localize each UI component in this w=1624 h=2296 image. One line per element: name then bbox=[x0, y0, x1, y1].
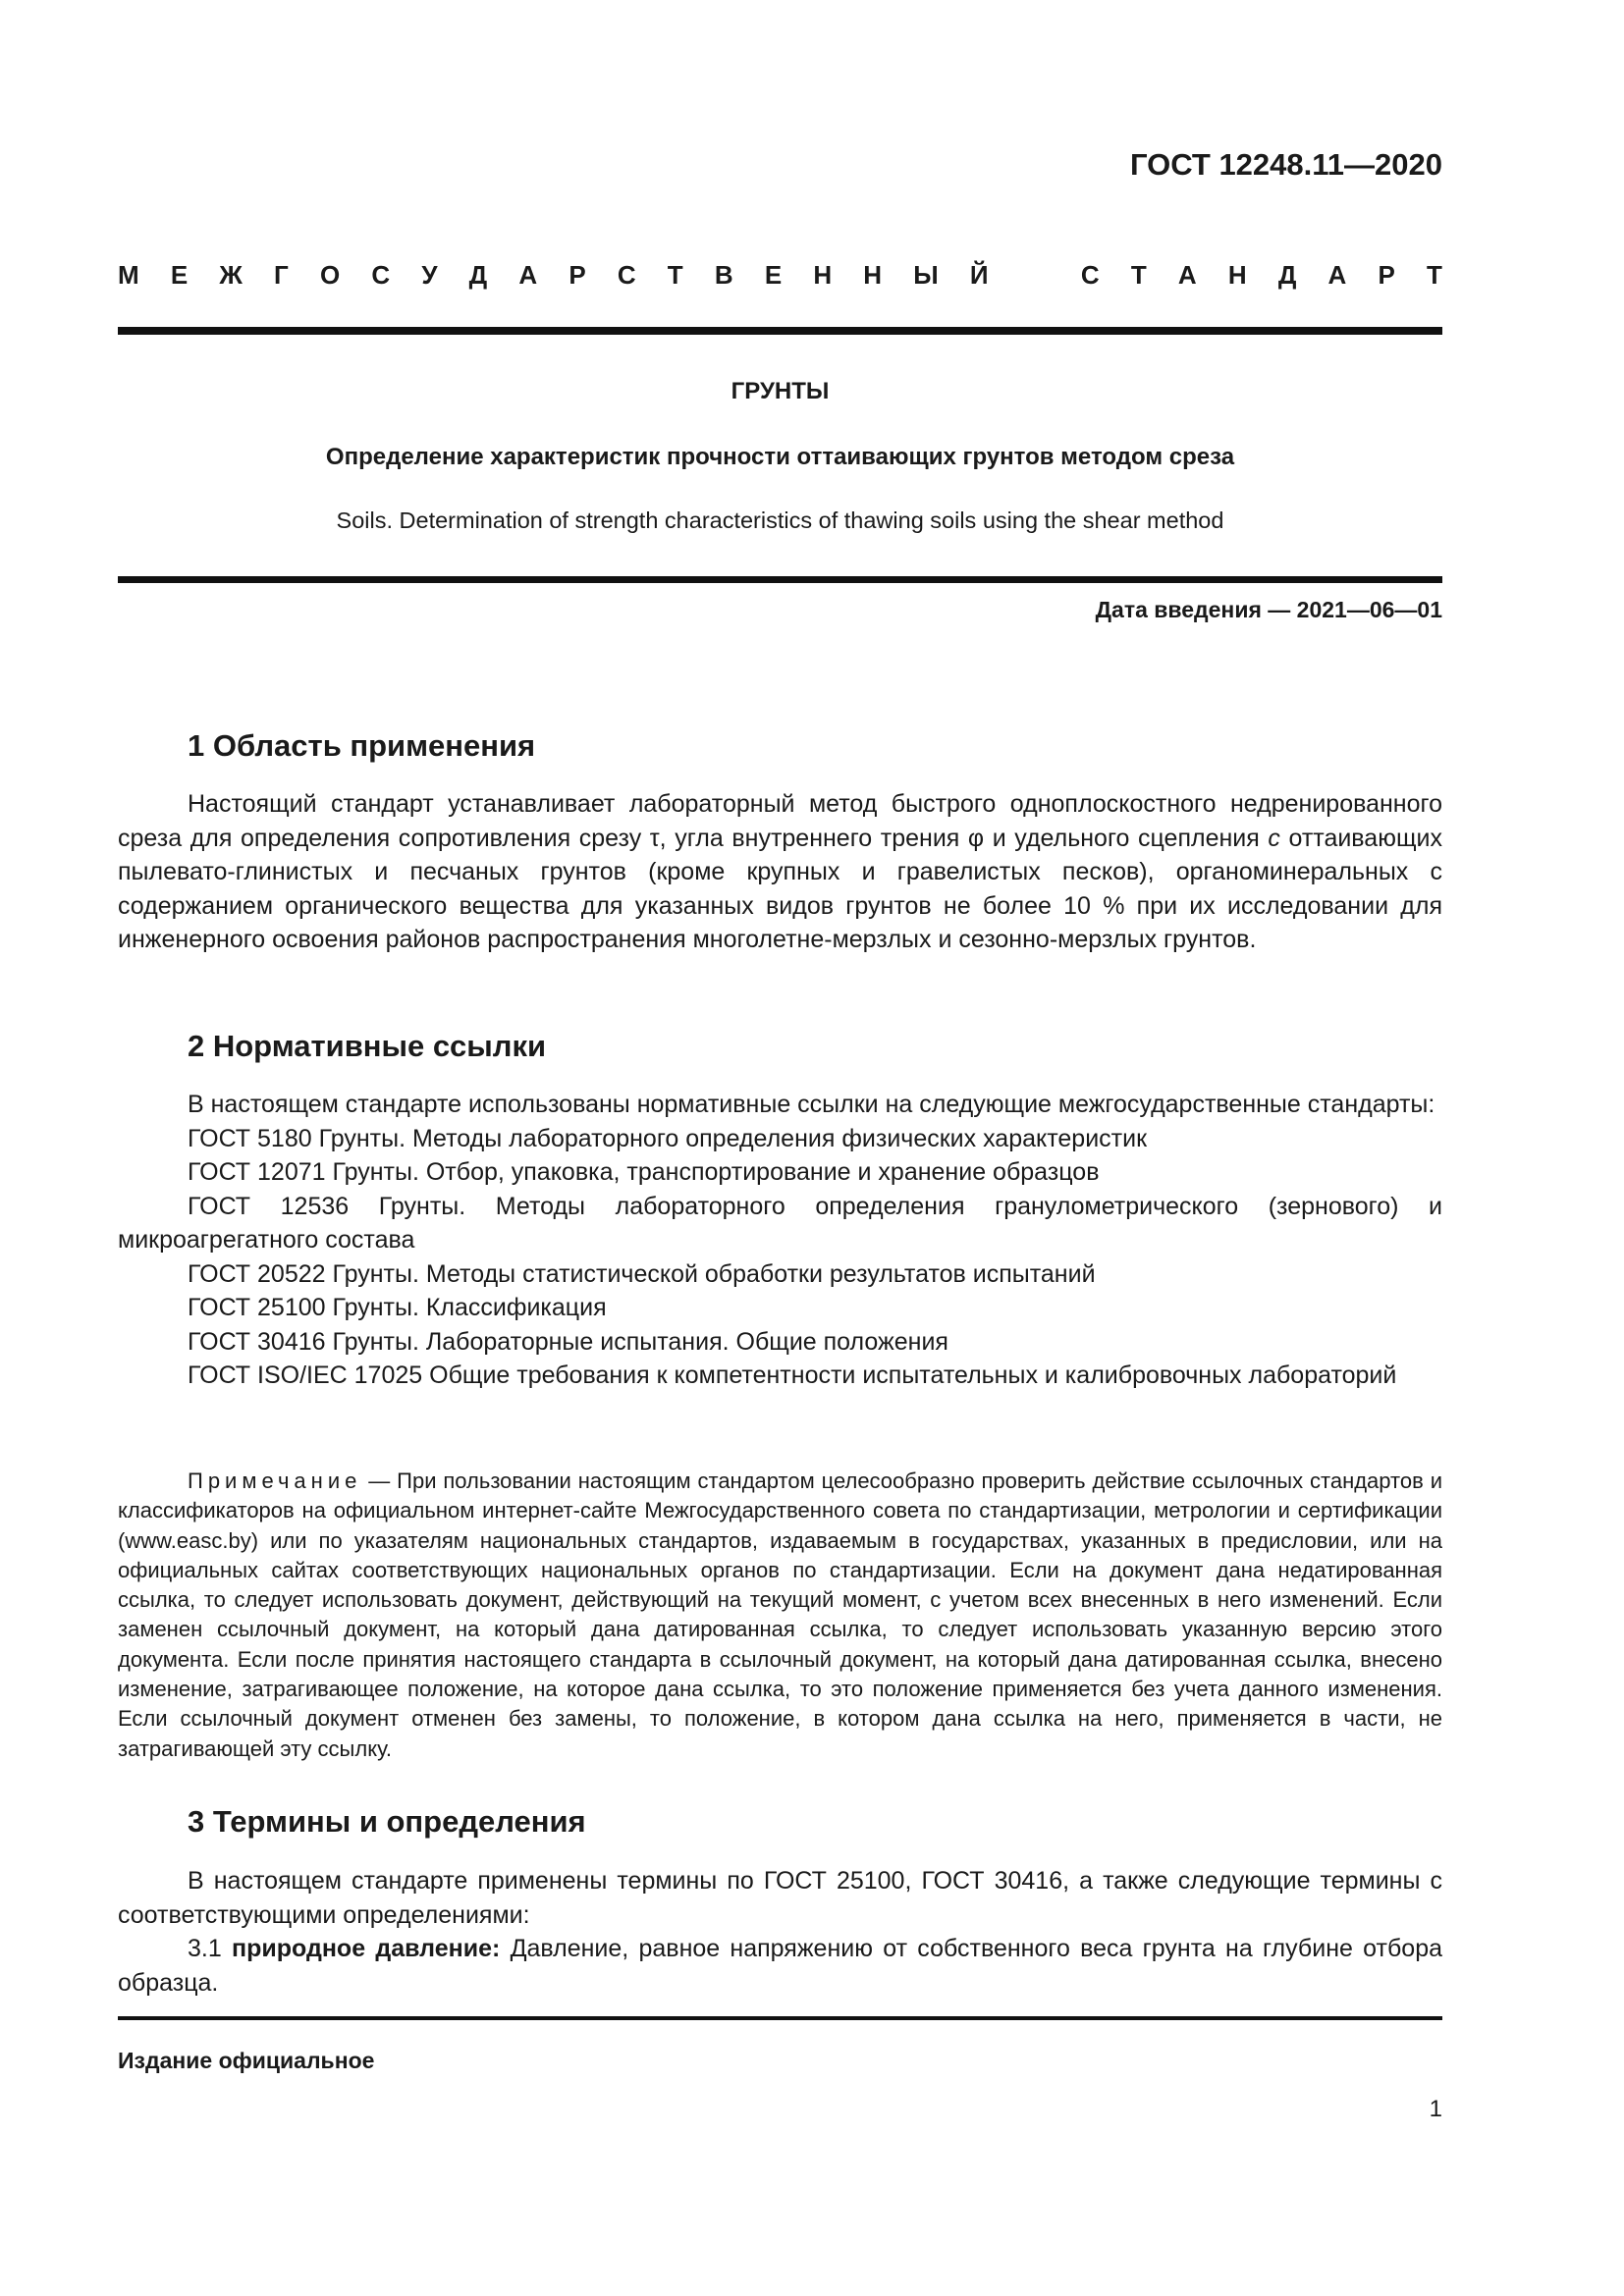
page-number: 1 bbox=[1429, 2096, 1442, 2122]
section-1-text-a: Настоящий стандарт устанавливает лабораторный метод быстрого одноплоскостного недренированного среза для определения сопротивления срезу τ, угла внутреннего трения φ и удельного сцепления bbox=[118, 790, 1442, 852]
reference-item: ГОСТ 12071 Грунты. Отбор, упаковка, транспортирование и хранение образцов bbox=[188, 1158, 1100, 1186]
footer-rule bbox=[118, 2016, 1442, 2020]
document-subtitle-en: Soils. Determination of strength characteristics of thawing soils using the shear method bbox=[336, 507, 1224, 533]
section-3-title: 3 Термины и определения bbox=[188, 1804, 586, 1839]
reference-item: ГОСТ 25100 Грунты. Классификация bbox=[188, 1294, 607, 1321]
standard-kind-letter: Т bbox=[1427, 260, 1442, 290]
reference-item: ГОСТ 12536 Грунты. Методы лабораторного определения гранулометрического (зернового) и микроагрегатного состава bbox=[118, 1192, 1442, 1254]
standard-kind-letter: Р bbox=[568, 260, 586, 290]
section-1-title: 1 Область применения bbox=[188, 728, 536, 763]
section-2-intro: В настоящем стандарте использованы нормативные ссылки на следующие межгосударственные стандарты: bbox=[188, 1091, 1435, 1118]
references-note bbox=[118, 1467, 1442, 1764]
standard-kind-letter: М bbox=[118, 260, 139, 290]
term-3-1 bbox=[118, 1932, 1442, 2000]
standard-kind-letter: А bbox=[1327, 260, 1347, 290]
section-3-body bbox=[118, 1864, 1442, 2000]
standard-kind-letter: Н bbox=[1227, 260, 1247, 290]
standard-kind-letter: Г bbox=[274, 260, 289, 290]
standard-kind-letter: У bbox=[421, 260, 438, 290]
standard-kind-letter: С bbox=[371, 260, 391, 290]
standard-kind-heading bbox=[118, 260, 1442, 291]
standard-kind-letter: Р bbox=[1378, 260, 1395, 290]
standard-kind-letter: Й bbox=[969, 260, 989, 290]
introduction-date: Дата введения — 2021—06—01 bbox=[1095, 597, 1442, 622]
note-paragraph bbox=[118, 1467, 1442, 1764]
standard-kind-letter: Т bbox=[667, 260, 683, 290]
section-2-body bbox=[118, 1088, 1442, 1393]
term-number: 3.1 bbox=[188, 1935, 233, 1962]
section-2-title: 2 Нормативные ссылки bbox=[188, 1029, 547, 1063]
standard-kind-letter: Д bbox=[1277, 260, 1297, 290]
reference-item: ГОСТ 30416 Грунты. Лабораторные испытания. Общие положения bbox=[188, 1327, 948, 1356]
note-text: — При пользовании настоящим стандартом целесообразно проверить действие ссылочных стандартов и классификаторов на официальном интернет-сайте Межгосударственного совета по стандартизации, метрологии и сертификации (www.easc.by) или по указателям национальных стандартов, издаваемым в государствах, указанных в предисловии, или на официальных сайтах соответствующих национальных органов по стандартизации. Если на документ дана недатированная ссылка, то следует использовать документ, действующий на текущий момент, с учетом всех внесенных в него изменений. Если заменен ссылочный документ, на который дана датированная ссылка, то следует использовать указанную версию этого документа. Если после принятия настоящего стандарта в ссылочный документ, на который дана датированная ссылка, внесено изменение, затрагивающее положение, на которое дана ссылка, то это положение применяется без учета данного изменения. Если ссылочный документ отменен без замены, то положение, в котором дана ссылка на него, применяется в части, не затрагивающей эту ссылку. bbox=[118, 1468, 1442, 1761]
document-subtitle-ru: Определение характеристик прочности оттаивающих грунтов методом среза bbox=[325, 444, 1235, 470]
standard-kind-letter: А bbox=[518, 260, 538, 290]
standard-kind-letter: Т bbox=[1130, 260, 1147, 290]
title-rule bbox=[118, 576, 1442, 583]
section-1-paragraph bbox=[118, 787, 1442, 957]
standard-kind-letter: С bbox=[617, 260, 636, 290]
standard-kind-letter: Д bbox=[468, 260, 488, 290]
section-1-text-b: оттаивающих пылевато-глинистых и песчаных грунтов (кроме крупных и гравелистых песков), органоминеральных с содержанием органического вещества для указанных видов грунтов не более 10 % при их исследовании для инженерного освоения районов распространения многолетне-мерзлых и сезонно-мерзлых грунтов. bbox=[118, 824, 1442, 953]
standard-kind-letter: Е bbox=[170, 260, 189, 290]
standard-kind-letter: Н bbox=[813, 260, 833, 290]
reference-item: ГОСТ 20522 Грунты. Методы статистической обработки результатов испытаний bbox=[188, 1259, 1096, 1288]
reference-item: ГОСТ 5180 Грунты. Методы лабораторного определения физических характеристик bbox=[188, 1124, 1148, 1152]
official-edition-label: Издание официальное bbox=[118, 2048, 375, 2073]
standard-kind-letter: В bbox=[714, 260, 733, 290]
standard-kind-letter: О bbox=[319, 260, 341, 290]
standard-kind-letter: Ы bbox=[913, 260, 939, 290]
term-definition: Давление, равное напряжению от собственного веса грунта на глубине отбора образца. bbox=[118, 1935, 1442, 1997]
standard-kind-letter: А bbox=[1177, 260, 1197, 290]
section-1-body bbox=[118, 787, 1442, 957]
standard-kind-letter: Е bbox=[764, 260, 783, 290]
note-label: Примечание bbox=[188, 1468, 362, 1493]
standard-number: ГОСТ 12248.11—2020 bbox=[1130, 147, 1442, 182]
section-3-intro: В настоящем стандарте применены термины по ГОСТ 25100, ГОСТ 30416, а также следующие термины с соответствующими определениями: bbox=[118, 1867, 1442, 1929]
standard-kind-letter: Ж bbox=[219, 260, 243, 290]
standard-kind-letter bbox=[1020, 260, 1050, 291]
term-name: природное давление: bbox=[232, 1935, 501, 1962]
standard-kind-letter: Н bbox=[863, 260, 883, 290]
standard-kind-letter: С bbox=[1080, 260, 1100, 290]
document-title: ГРУНТЫ bbox=[731, 378, 830, 404]
top-rule bbox=[118, 327, 1442, 335]
reference-item: ГОСТ ISO/IEC 17025 Общие требования к компетентности испытательных и калибровочных лабораторий bbox=[188, 1362, 1397, 1389]
cohesion-symbol: c bbox=[1268, 824, 1280, 852]
